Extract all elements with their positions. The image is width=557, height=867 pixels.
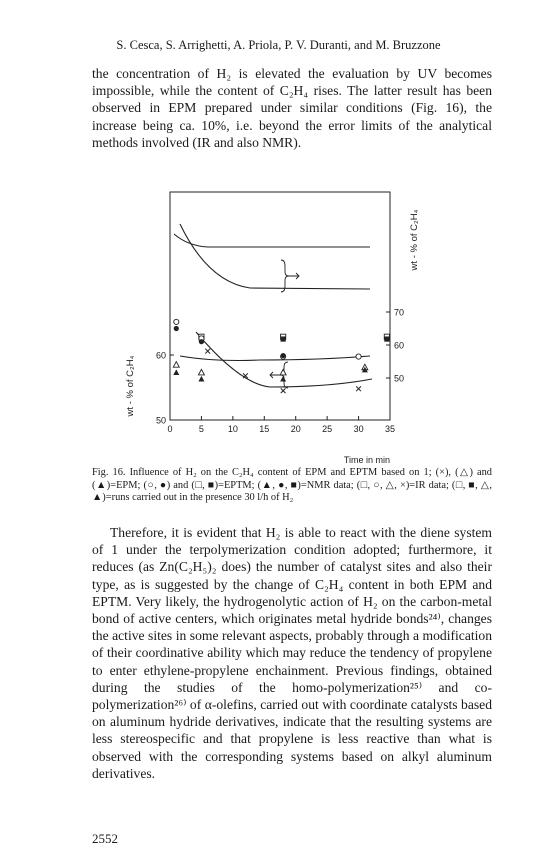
marker-open-triangle [198, 369, 204, 375]
marker-open-triangle [280, 369, 286, 375]
marker-cross [356, 386, 361, 391]
right-tick-label: 50 [394, 373, 405, 384]
bracket-annotation-upper [281, 260, 299, 292]
x-tick-label: 15 [259, 424, 270, 434]
figure-caption: Fig. 16. Influence of H₂ on the C₂H₄ content of EPM and EPTM based on 1; (×), (△) and (▲)=EPM; (○, ●) and (□, ■)=EPTM; (▲, ●, ■)=NMR data; (□, ○, △, ×)=IR data; (□, ■, △, ▲)=runs carried out in the presence 30 l/h of H₂ [92, 467, 492, 504]
marker-filled-triangle [173, 369, 179, 375]
x-axis-label: Time in min [343, 455, 390, 465]
x-tick-label: 5 [198, 424, 204, 434]
running-head: S. Cesca, S. Arrighetti, A. Priola, P. V. Duranti, and M. Bruzzone [116, 38, 441, 52]
marker-filled-square [281, 336, 286, 341]
marker-filled-square [384, 336, 389, 341]
paragraph-2: Therefore, it is evident that H₂ is able to react with the diene system of 1 under the terpolymerization condition adopted; furthermore, it reduces (as Zn(C₂H₅)₂ does) the number of catalyst sites and also their type, as is suggested by the change of C₂H₄ content in both EPM and EPTM. Very likely, the hydrogenolytic action of H₂ on the carbon-metal bond of active centers, which originates metal hydride bonds²⁴⁾, changes the active sites in some relevant aspects, probably through a modification of their coordinative ability which may reduce the tendency of propylene to enter ethylene-propylene enchainment. Previous findings, obtained during the studies of the homo-polymerization²⁵⁾ and co-polymerization²⁶⁾ of α-olefins, carried out with coordinate catalysts based on aluminum hydride derivatives, indicate that the resulting systems are less stereospecific and that propylene is less reactive than what is observed with the corresponding systems based on alkyl aluminum derivatives. [92, 525, 492, 781]
curve-eptm-square [174, 234, 370, 247]
x-tick-label: 25 [322, 424, 333, 434]
marker-filled-circle [199, 339, 204, 344]
paragraph-1: the concentration of H₂ is elevated the evaluation by UV becomes impossible, while the content of C₂H₄ rises. The latter result has been observed in EPM prepared under similar conditions (Fig. 16), the increase being ca. 10%, i.e. beyond the error limits of the analytical methods involved (IR and also NMR). [92, 66, 492, 150]
curve-epm-triangle [180, 356, 370, 361]
x-tick-label: 20 [290, 424, 301, 434]
marker-open-triangle [173, 362, 179, 368]
figure-16-chart [100, 180, 430, 468]
x-tick-label: 10 [227, 424, 238, 434]
right-tick-label: 70 [394, 307, 405, 318]
left-tick-label: 50 [155, 415, 166, 426]
plot-frame [170, 192, 390, 420]
marker-cross [205, 349, 210, 354]
marker-open-circle [174, 319, 179, 324]
curve-eptm-circle [180, 224, 370, 289]
right-tick-label: 60 [394, 340, 405, 351]
marker-filled-circle [281, 353, 286, 358]
x-tick-label: 30 [353, 424, 364, 434]
left-tick-label: 60 [155, 350, 166, 361]
page-number: 2552 [92, 831, 118, 846]
right-axis-label: wt - % of C₂H₄ [409, 209, 420, 271]
marker-filled-triangle [198, 376, 204, 382]
x-tick-label: 35 [384, 424, 396, 434]
marker-cross [281, 388, 286, 393]
marker-open-circle [356, 354, 361, 359]
left-axis-label: wt - % of C₂H₄ [125, 355, 136, 417]
marker-filled-triangle [280, 376, 286, 382]
x-tick-label: 0 [167, 424, 173, 434]
marker-filled-circle [174, 326, 179, 331]
